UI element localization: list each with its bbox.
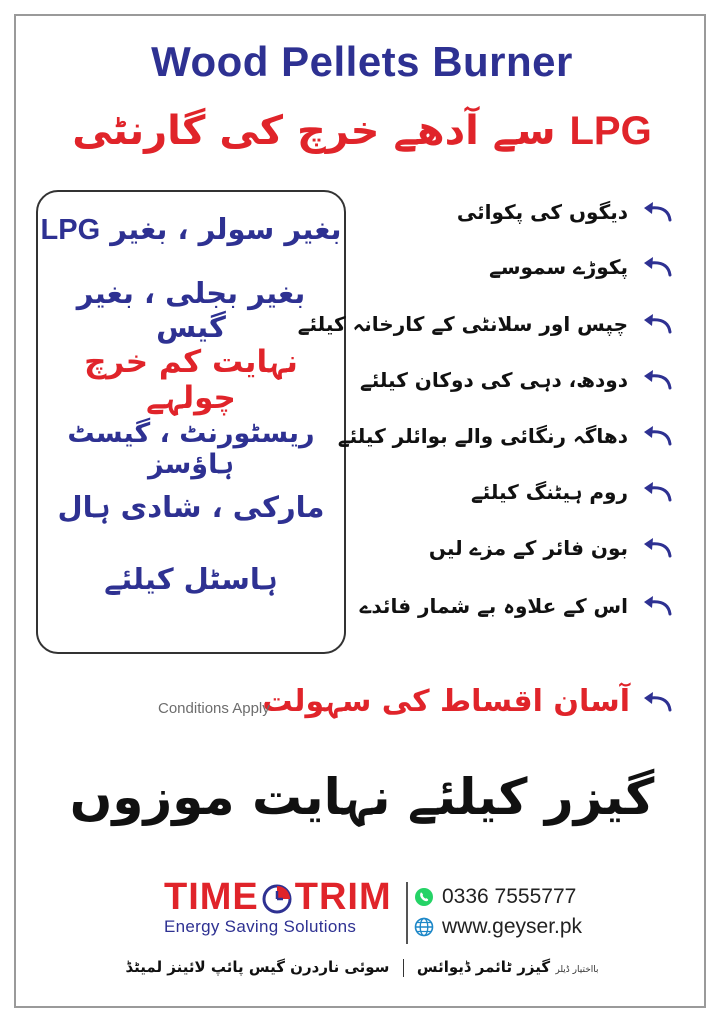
features-box — [36, 190, 346, 654]
curved-arrow-icon — [642, 200, 672, 224]
subtitle — [16, 108, 708, 154]
subtitle-lpg: LPG — [569, 109, 652, 153]
list-item-text: بون فائر کے مزے لیں — [428, 536, 628, 560]
list-item-text: دودھ، دہی کی دوکان کیلئے — [360, 368, 628, 392]
box-line-6: ہاسٹل کیلئے — [104, 562, 278, 596]
conditions-note: Conditions Apply — [158, 700, 270, 717]
footer-line — [16, 958, 708, 977]
box-line-1 — [38, 212, 344, 247]
curved-arrow-icon — [642, 368, 672, 392]
list-item-text: دیگوں کی پکوائی — [456, 200, 628, 224]
list-item — [457, 192, 672, 232]
list-item-text: دھاگہ رنگائی والے بوائلر کیلئے — [337, 424, 628, 448]
list-item-text: روم ہیٹنگ کیلئے — [470, 480, 628, 504]
list-item — [338, 416, 672, 456]
curved-arrow-icon — [642, 424, 672, 448]
box-line-1-text: بغیر سولر ، بغیر — [110, 212, 342, 246]
box-line-4: ریسٹورنٹ ، گیسٹ ہاؤسز — [67, 418, 315, 480]
curved-arrow-icon — [642, 536, 672, 560]
geyser-headline: گیزر کیلئے نہایت موزوں — [69, 768, 655, 826]
curved-arrow-icon — [642, 312, 672, 336]
list-item-text: چپس اور سلانٹی کے کارخانہ کیلئے — [297, 312, 628, 336]
brand-name — [164, 876, 392, 919]
list-item — [298, 304, 672, 344]
brand-logo — [164, 876, 392, 937]
list-item-text: پکوڑے سموسے — [489, 255, 628, 279]
installment-text: آسان اقساط کی سہولت — [262, 684, 630, 719]
box-line-5: مارکی ، شادی ہال — [57, 490, 325, 524]
website-link[interactable]: www.geyser.pk — [442, 915, 583, 938]
footer-part-1: گیزر ٹائمر ڈیوائس — [416, 958, 551, 976]
page-title: Wood Pellets Burner — [151, 38, 573, 85]
box-line-2: بغیر بجلی ، بغیر گیس — [76, 276, 306, 344]
phone-number[interactable]: 0336 7555777 — [442, 885, 577, 908]
brand-time: TIME — [164, 876, 259, 918]
curved-arrow-icon — [642, 255, 672, 279]
phone-row — [414, 882, 582, 912]
brand-trim: TRIM — [294, 876, 392, 918]
list-item — [360, 586, 672, 626]
installment-row — [262, 684, 672, 719]
subtitle-text: سے آدھے خرچ کی گارنٹی — [72, 108, 556, 154]
list-item — [429, 528, 672, 568]
curved-arrow-icon — [642, 594, 672, 618]
vertical-divider — [406, 882, 408, 944]
box-line-3: نہایت کم خرچ چولہے — [84, 344, 298, 416]
box-line-1-lpg: LPG — [40, 214, 101, 246]
globe-icon — [414, 917, 434, 937]
footer-separator — [403, 959, 404, 977]
footer-part-2: سوئی ناردرن گیس پائپ لائینز لمیٹڈ — [125, 958, 390, 976]
list-item-text: اس کے علاوہ بے شمار فائدے — [359, 594, 628, 618]
whatsapp-icon — [414, 887, 434, 907]
curved-arrow-icon — [642, 480, 672, 504]
curved-arrow-icon — [642, 690, 672, 714]
contact-info — [414, 882, 582, 942]
website-row — [414, 912, 582, 942]
clock-icon — [261, 882, 293, 914]
brand-tagline: Energy Saving Solutions — [164, 917, 357, 936]
list-item — [489, 247, 672, 287]
list-item — [360, 360, 672, 400]
footer-small: بااختیار ڈیلر — [555, 965, 599, 975]
poster — [14, 14, 706, 1008]
list-item — [471, 472, 672, 512]
